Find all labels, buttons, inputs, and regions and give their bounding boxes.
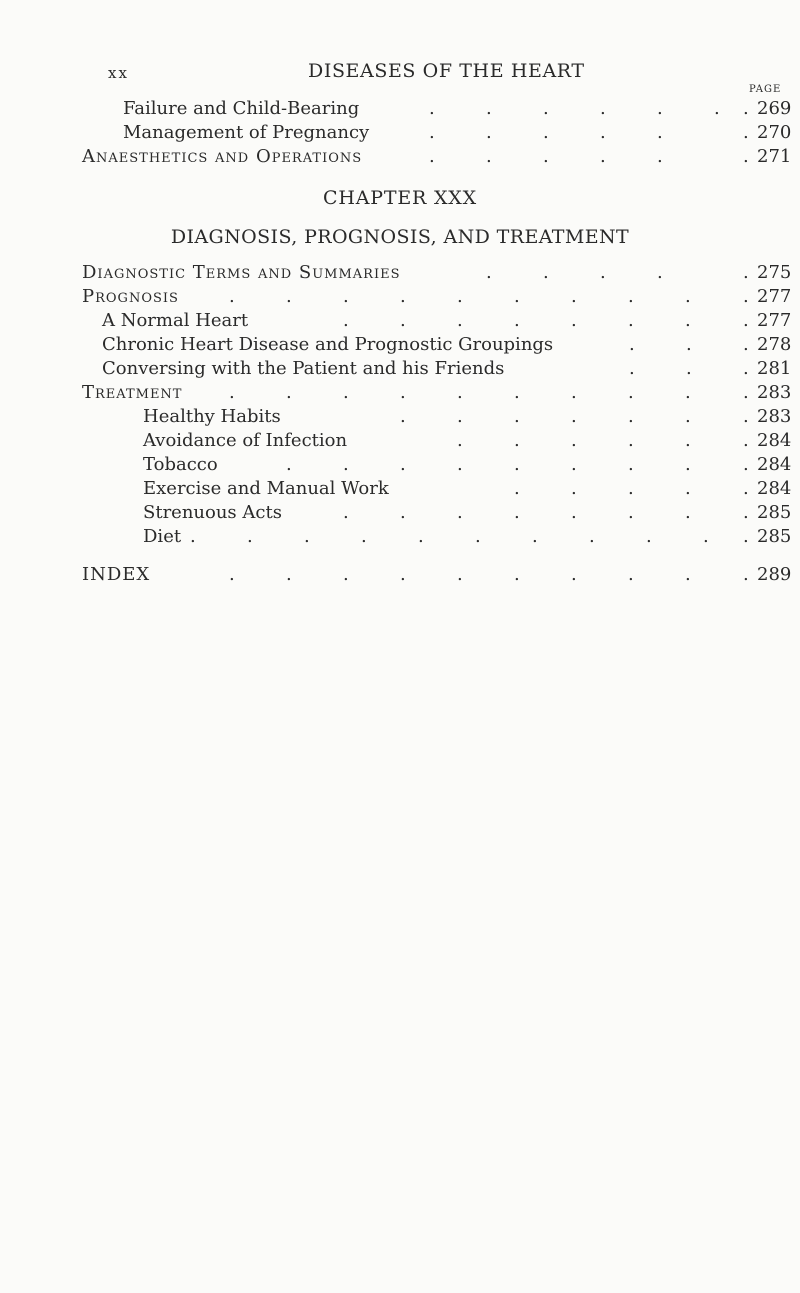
toc-entry-label: Chronic Heart Disease and Prognostic Groupings bbox=[102, 334, 554, 355]
toc-entry: Failure and Child-Bearing . . . . . . . 269 bbox=[0, 96, 800, 122]
toc-entry-label: Treatment bbox=[82, 382, 183, 403]
toc-entry-label: Avoidance of Infection bbox=[143, 430, 348, 451]
toc-entry-page: 281 bbox=[757, 358, 792, 379]
toc-entry-page: 275 bbox=[757, 262, 792, 283]
toc-entry-label: A Normal Heart bbox=[102, 310, 249, 331]
toc-entry-label: Anaesthetics and Operations bbox=[82, 146, 363, 167]
toc-entry-label: Conversing with the Patient and his Friends bbox=[102, 358, 505, 379]
toc-entry-label: Healthy Habits bbox=[143, 406, 281, 427]
toc-entry: Diagnostic Terms and Summaries . . . . . 275 bbox=[0, 260, 800, 286]
toc-entry-page: 271 bbox=[757, 146, 792, 167]
toc-entry-index: INDEX . . . . . . . . . . 289 bbox=[0, 562, 800, 588]
toc-entry: A Normal Heart . . . . . . . . 277 bbox=[0, 308, 800, 334]
toc-entry: Anaesthetics and Operations . . . . . . 271 bbox=[0, 144, 800, 170]
chapter-heading: CHAPTER XXX bbox=[323, 187, 477, 209]
toc-entry: Conversing with the Patient and his Friends . . . 281 bbox=[0, 356, 800, 382]
toc-entry: Strenuous Acts . . . . . . . . 285 bbox=[0, 500, 800, 526]
running-head bbox=[108, 60, 708, 90]
toc-entry-label: Strenuous Acts bbox=[143, 502, 282, 523]
toc-entry-page: 277 bbox=[757, 310, 792, 331]
toc-entry: Management of Pregnancy . . . . . . 270 bbox=[0, 120, 800, 146]
toc-entry-label: Diet bbox=[143, 526, 182, 547]
toc-entry-page: 284 bbox=[757, 430, 792, 451]
toc-entry-label: INDEX bbox=[82, 564, 151, 585]
toc-entry-page: 284 bbox=[757, 478, 792, 499]
toc-entry-label: Management of Pregnancy bbox=[123, 122, 370, 143]
toc-entry-page: 283 bbox=[757, 406, 792, 427]
toc-entry-page: 278 bbox=[757, 334, 792, 355]
toc-entry: Healthy Habits . . . . . . . 283 bbox=[0, 404, 800, 430]
toc-entry: Treatment . . . . . . . . . . 283 bbox=[0, 380, 800, 406]
toc-entry-label: Tobacco bbox=[143, 454, 218, 475]
page-folio: xx bbox=[108, 64, 129, 82]
toc-entry: Tobacco . . . . . . . . . 284 bbox=[0, 452, 800, 478]
toc-entry-label: Prognosis bbox=[82, 286, 179, 307]
toc-entry-page: 269 bbox=[757, 98, 792, 119]
toc-entry-label: Diagnostic Terms and Summaries bbox=[82, 262, 401, 283]
toc-entry-label: Exercise and Manual Work bbox=[143, 478, 389, 499]
page-column-label: PAGE bbox=[749, 84, 782, 95]
toc-entry: Exercise and Manual Work . . . . . 284 bbox=[0, 476, 800, 502]
chapter-title: DIAGNOSIS, PROGNOSIS, AND TREATMENT bbox=[170, 226, 630, 248]
toc-entry: Diet . . . . . . . . . . . 285 bbox=[0, 524, 800, 550]
toc-entry-page: 284 bbox=[757, 454, 792, 475]
toc-entry-label: Failure and Child-Bearing bbox=[123, 98, 360, 119]
toc-entry: Chronic Heart Disease and Prognostic Groupings . . . 278 bbox=[0, 332, 800, 358]
toc-entry-page: 277 bbox=[757, 286, 792, 307]
toc-entry: Avoidance of Infection . . . . . . 284 bbox=[0, 428, 800, 454]
toc-entry-page: 285 bbox=[757, 502, 792, 523]
toc-entry-page: 289 bbox=[757, 564, 792, 585]
toc-entry: Prognosis . . . . . . . . . . 277 bbox=[0, 284, 800, 310]
running-title: DISEASES OF THE HEART bbox=[308, 60, 585, 82]
toc-entry-page: 285 bbox=[757, 526, 792, 547]
toc-entry-page: 270 bbox=[757, 122, 792, 143]
toc-entry-page: 283 bbox=[757, 382, 792, 403]
